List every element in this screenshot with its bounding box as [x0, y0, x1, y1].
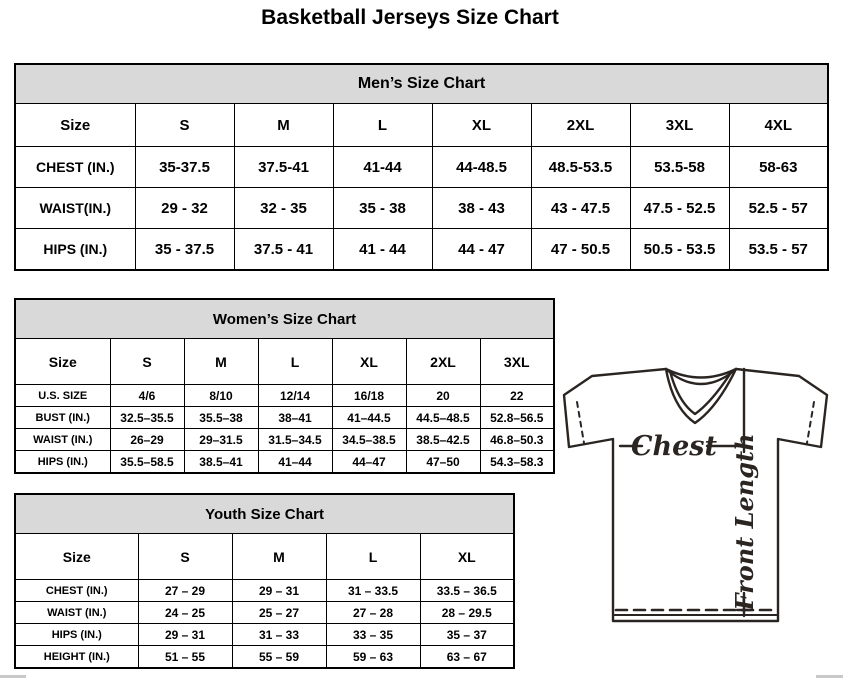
- table-row: [15, 188, 828, 229]
- table-row: [15, 580, 514, 602]
- mens-size-table: [14, 63, 829, 271]
- table-row: [15, 64, 828, 104]
- table-row: [15, 147, 828, 188]
- left-cuff-dashed-line: [577, 402, 584, 443]
- size-cell: 38 - 43: [432, 188, 531, 229]
- table-row: [15, 602, 514, 624]
- table-row: [15, 451, 554, 474]
- size-cell: 26–29: [110, 429, 184, 451]
- womens-chart-title: Women’s Size Chart: [15, 299, 554, 339]
- column-header: S: [135, 104, 234, 147]
- column-header: M: [232, 534, 326, 580]
- row-label: HIPS (IN.): [15, 229, 135, 271]
- table-row: [15, 646, 514, 669]
- size-header: Size: [15, 339, 110, 385]
- size-cell: 35.5–38: [184, 407, 258, 429]
- row-label: WAIST(IN.): [15, 188, 135, 229]
- size-cell: 46.8–50.3: [480, 429, 554, 451]
- row-label: CHEST (IN.): [15, 580, 138, 602]
- right-cuff-dashed-line: [807, 402, 814, 443]
- column-header: 3XL: [480, 339, 554, 385]
- size-cell: 44 - 47: [432, 229, 531, 271]
- size-cell: 35 - 38: [333, 188, 432, 229]
- table-row: [15, 299, 554, 339]
- size-cell: 38–41: [258, 407, 332, 429]
- column-header: L: [326, 534, 420, 580]
- size-cell: 47.5 - 52.5: [630, 188, 729, 229]
- column-header: XL: [432, 104, 531, 147]
- front-length-label: Front Length: [730, 433, 759, 611]
- size-cell: 31 – 33: [232, 624, 326, 646]
- column-header: XL: [420, 534, 514, 580]
- size-cell: 44–47: [332, 451, 406, 474]
- column-header: S: [110, 339, 184, 385]
- size-cell: 55 – 59: [232, 646, 326, 669]
- size-header: Size: [15, 104, 135, 147]
- size-cell: 33.5 – 36.5: [420, 580, 514, 602]
- size-cell: 4/6: [110, 385, 184, 407]
- size-cell: 31 – 33.5: [326, 580, 420, 602]
- size-cell: 41 - 44: [333, 229, 432, 271]
- size-cell: 47–50: [406, 451, 480, 474]
- row-label: U.S. SIZE: [15, 385, 110, 407]
- size-cell: 53.5 - 57: [729, 229, 828, 271]
- size-cell: 8/10: [184, 385, 258, 407]
- column-header: L: [333, 104, 432, 147]
- size-cell: 27 – 29: [138, 580, 232, 602]
- chest-label: Chest: [631, 431, 717, 462]
- size-cell: 35 – 37: [420, 624, 514, 646]
- size-cell: 51 – 55: [138, 646, 232, 669]
- size-cell: 29 – 31: [232, 580, 326, 602]
- size-cell: 44-48.5: [432, 147, 531, 188]
- column-header: M: [234, 104, 333, 147]
- size-cell: 20: [406, 385, 480, 407]
- column-header: S: [138, 534, 232, 580]
- table-row: [15, 534, 514, 580]
- row-label: HIPS (IN.): [15, 451, 110, 474]
- size-cell: 29 – 31: [138, 624, 232, 646]
- mens-chart-title: Men’s Size Chart: [15, 64, 828, 104]
- table-row: [15, 104, 828, 147]
- womens-size-table: [14, 298, 555, 474]
- row-label: WAIST (IN.): [15, 602, 138, 624]
- size-cell: 34.5–38.5: [332, 429, 406, 451]
- size-cell: 41-44: [333, 147, 432, 188]
- size-cell: 50.5 - 53.5: [630, 229, 729, 271]
- size-cell: 41–44: [258, 451, 332, 474]
- size-cell: 22: [480, 385, 554, 407]
- jersey-body-outline: [564, 369, 827, 621]
- size-cell: 24 – 25: [138, 602, 232, 624]
- size-cell: 12/14: [258, 385, 332, 407]
- size-cell: 27 – 28: [326, 602, 420, 624]
- size-cell: 41–44.5: [332, 407, 406, 429]
- row-label: HEIGHT (IN.): [15, 646, 138, 669]
- size-cell: 53.5-58: [630, 147, 729, 188]
- jersey-outline-svg: [556, 362, 843, 630]
- row-label: WAIST (IN.): [15, 429, 110, 451]
- size-header: Size: [15, 534, 138, 580]
- size-cell: 59 – 63: [326, 646, 420, 669]
- table-row: [15, 407, 554, 429]
- size-cell: 35.5–58.5: [110, 451, 184, 474]
- size-cell: 38.5–41: [184, 451, 258, 474]
- column-header: 2XL: [531, 104, 630, 147]
- size-cell: 47 - 50.5: [531, 229, 630, 271]
- column-header: 2XL: [406, 339, 480, 385]
- youth-chart-title: Youth Size Chart: [15, 494, 514, 534]
- table-row: [15, 229, 828, 271]
- size-cell: 37.5-41: [234, 147, 333, 188]
- column-header: L: [258, 339, 332, 385]
- size-cell: 44.5–48.5: [406, 407, 480, 429]
- table-row: [15, 624, 514, 646]
- size-cell: 35-37.5: [135, 147, 234, 188]
- size-cell: 52.5 - 57: [729, 188, 828, 229]
- row-label: HIPS (IN.): [15, 624, 138, 646]
- scrollbar-fragment-right: [816, 675, 843, 678]
- size-cell: 37.5 - 41: [234, 229, 333, 271]
- table-row: [15, 339, 554, 385]
- scrollbar-fragment-left: [0, 675, 26, 678]
- size-cell: 16/18: [332, 385, 406, 407]
- column-header: XL: [332, 339, 406, 385]
- youth-size-table: [14, 493, 515, 669]
- size-cell: 28 – 29.5: [420, 602, 514, 624]
- column-header: 3XL: [630, 104, 729, 147]
- size-cell: 32 - 35: [234, 188, 333, 229]
- size-cell: 54.3–58.3: [480, 451, 554, 474]
- size-cell: 25 – 27: [232, 602, 326, 624]
- size-cell: 58-63: [729, 147, 828, 188]
- column-header: M: [184, 339, 258, 385]
- row-label: CHEST (IN.): [15, 147, 135, 188]
- size-cell: 38.5–42.5: [406, 429, 480, 451]
- size-cell: 48.5-53.5: [531, 147, 630, 188]
- size-cell: 52.8–56.5: [480, 407, 554, 429]
- table-row: [15, 494, 514, 534]
- column-header: 4XL: [729, 104, 828, 147]
- row-label: BUST (IN.): [15, 407, 110, 429]
- size-cell: 31.5–34.5: [258, 429, 332, 451]
- size-cell: 35 - 37.5: [135, 229, 234, 271]
- size-cell: 43 - 47.5: [531, 188, 630, 229]
- table-row: [15, 429, 554, 451]
- size-cell: 29–31.5: [184, 429, 258, 451]
- size-cell: 29 - 32: [135, 188, 234, 229]
- table-row: [15, 385, 554, 407]
- size-cell: 63 – 67: [420, 646, 514, 669]
- jersey-diagram: [556, 362, 843, 630]
- page-title: Basketball Jerseys Size Chart: [261, 6, 559, 29]
- size-cell: 33 – 35: [326, 624, 420, 646]
- size-cell: 32.5–35.5: [110, 407, 184, 429]
